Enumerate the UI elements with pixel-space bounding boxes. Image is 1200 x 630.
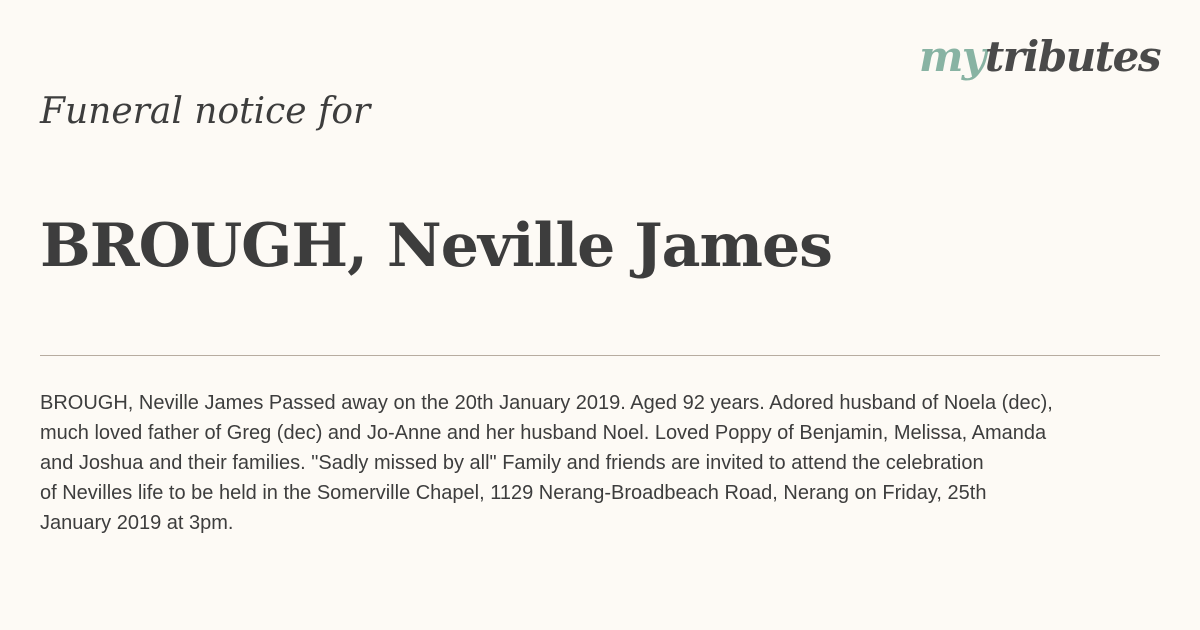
- deceased-name: BROUGH, Neville James: [40, 211, 832, 281]
- mytributes-logo[interactable]: [918, 32, 1160, 81]
- notice-body-line: January 2019 at 3pm.: [40, 512, 234, 534]
- logo-prefix: my: [918, 32, 985, 81]
- notice-body: [40, 388, 1180, 538]
- notice-body-line: BROUGH, Neville James Passed away on the 20th January 2019. Aged 92 years. Adored husband of Noela (dec),: [40, 392, 1053, 414]
- notice-body-line: and Joshua and their families. "Sadly missed by all" Family and friends are invited to attend the celebration: [40, 452, 984, 474]
- divider: [40, 355, 1160, 356]
- notice-kicker: Funeral notice for: [40, 91, 371, 132]
- logo-suffix: tributes: [984, 32, 1160, 81]
- notice-body-line: much loved father of Greg (dec) and Jo-Anne and her husband Noel. Loved Poppy of Benjamin, Melissa, Amanda: [40, 422, 1047, 444]
- notice-body-line: of Nevilles life to be held in the Somerville Chapel, 1129 Nerang-Broadbeach Road, Nerang on Friday, 25th: [40, 482, 987, 504]
